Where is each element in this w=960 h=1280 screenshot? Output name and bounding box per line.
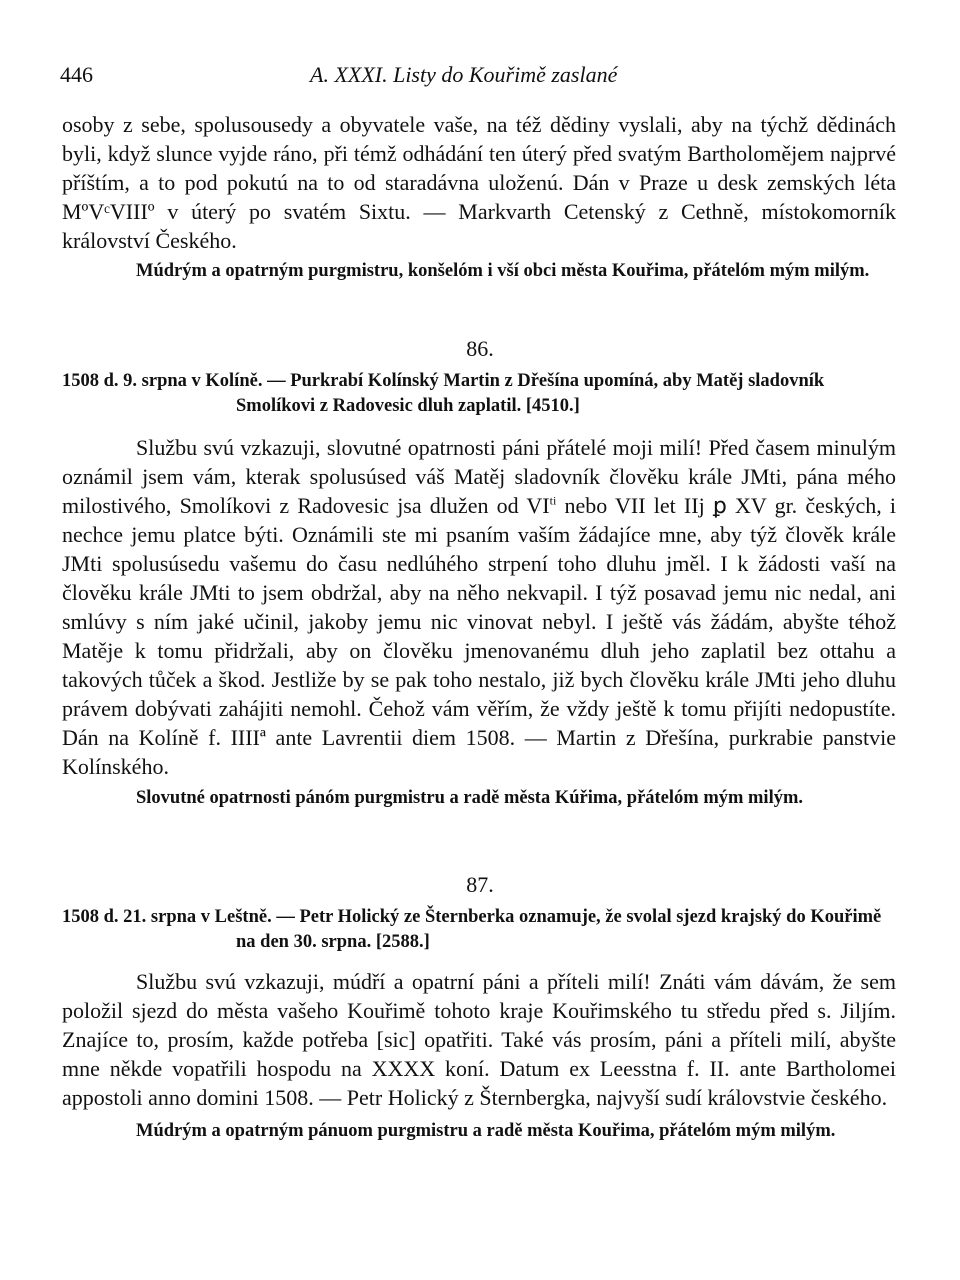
document-86: [62, 369, 896, 811]
page-number: 446: [60, 62, 93, 87]
page-header: [60, 62, 900, 92]
document-86-body-start: Službu svú vzkazuji, slovutné opatrnosti páni přátelé moji milí! Před časem minulým oznámil jsem vám, kterak spolusúsed váš Matěj sladovník člověku krále JMti, pána mého milostivého, Smolíkovi z Radovesic jsa dlužen od VI: [62, 435, 896, 518]
letter-85-address: Múdrým a opatrným purgmistru, konšelóm i vší obci města Kouřima, přátelóm mým milým.: [136, 261, 870, 281]
document-87-address: Múdrým a opatrným pánuom purgmistru a radě města Kouřima, přátelóm mým milým.: [136, 1121, 836, 1141]
document-86-number: 86.: [466, 336, 494, 361]
document-86-regest: 1508 d. 9. srpna v Kolíně. — Purkrabí Kolínský Martin z Dřešína upomíná, aby Matěj sladovník Smolíkovi z Radovesic dluh zaplatil. [4510.]: [62, 371, 825, 416]
document-86-superscript: ti: [549, 493, 557, 508]
document-86-address: Slovutné opatrnosti pánóm purgmistru a radě města Kúřima, přátelóm mým milým.: [136, 788, 803, 808]
document-86-body-end: nebo VII let IIj ꝑ XV gr. českých, i nechce jemu platce býti. Oznámili ste mi psaním vaším žádajíce mne, aby týž člověk krále JMti spolusúsedu vašemu do času nedlúhého strpení toho dluhu jměl. I k žádosti vaší na člověku krále JMti to jsem obdržal, aby na něho nekvapil. I týž posavad jemu nic nedal, ani smlúvy s ním jaké učinil, jakoby jemu nic vinovat nebyl. I ještě vás žádám, abyšte téhož Matěje k tomu přidržali, aby on člověku jmenovanému dluh jeho zaplatil bez ottahu a takových tůček a škod. Jestliže by se pak toho nestalo, již bych člověku krále JMti jeho dluhu právem dobývati zahájiti nemohl. Čehož vám věřím, že vždy ještě k tomu přijíti nedopustíte. Dán na Kolíně f. IIIIª ante Lavrentii diem 1508. — Martin z Dřešína, purkrabie panstvie Kolínského.: [62, 493, 897, 779]
document-87-number: 87.: [466, 872, 494, 897]
document-87-regest: 1508 d. 21. srpna v Leštně. — Petr Holický ze Šternberka oznamuje, že svolal sjezd krajský do Kouřimě na den 30. srpna. [2588.]: [62, 907, 882, 952]
document-86-body: [62, 433, 896, 781]
document-87: [62, 905, 896, 1144]
letter-85-body: osoby z sebe, spolusousedy a obyvatele vaše, na též dědiny vyslali, aby na týchž dědinách byli, když slunce vyjde ráno, při témž odhádání ten úterý před svatým Bartholomějem najprvé příštím, a to pod pokutú na to od staradávna uloženú. Dán v Praze u desk zemských léta MºVᶜVIIIº v úterý po svatém Sixtu. — Markvarth Cetenský z Cethně, místokomorník království Českého.: [62, 112, 896, 253]
letter-85-tail: [62, 110, 896, 284]
running-head: A. XXXI. Listy do Kouřimě zaslané: [310, 62, 618, 87]
document-87-body: Službu svú vzkazuji, múdří a opatrní páni a příteli milí! Znáti vám dávám, že sem položil sjezd do města vašeho Kouřimě tohoto kraje Kouřimského tu středu před s. Jiljím. Znajíce to, prosím, každe potřeba [sic] opatřiti. Také vás prosím, páni a příteli milí, abyšte mne někde vopatřili hospodu na XXXX koní. Datum ex Leesstna f. II. ante Bartholomei appostoli anno domini 1508. — Petr Holický z Šternbergka, najvyší sudí královstvie českého.: [62, 969, 896, 1110]
